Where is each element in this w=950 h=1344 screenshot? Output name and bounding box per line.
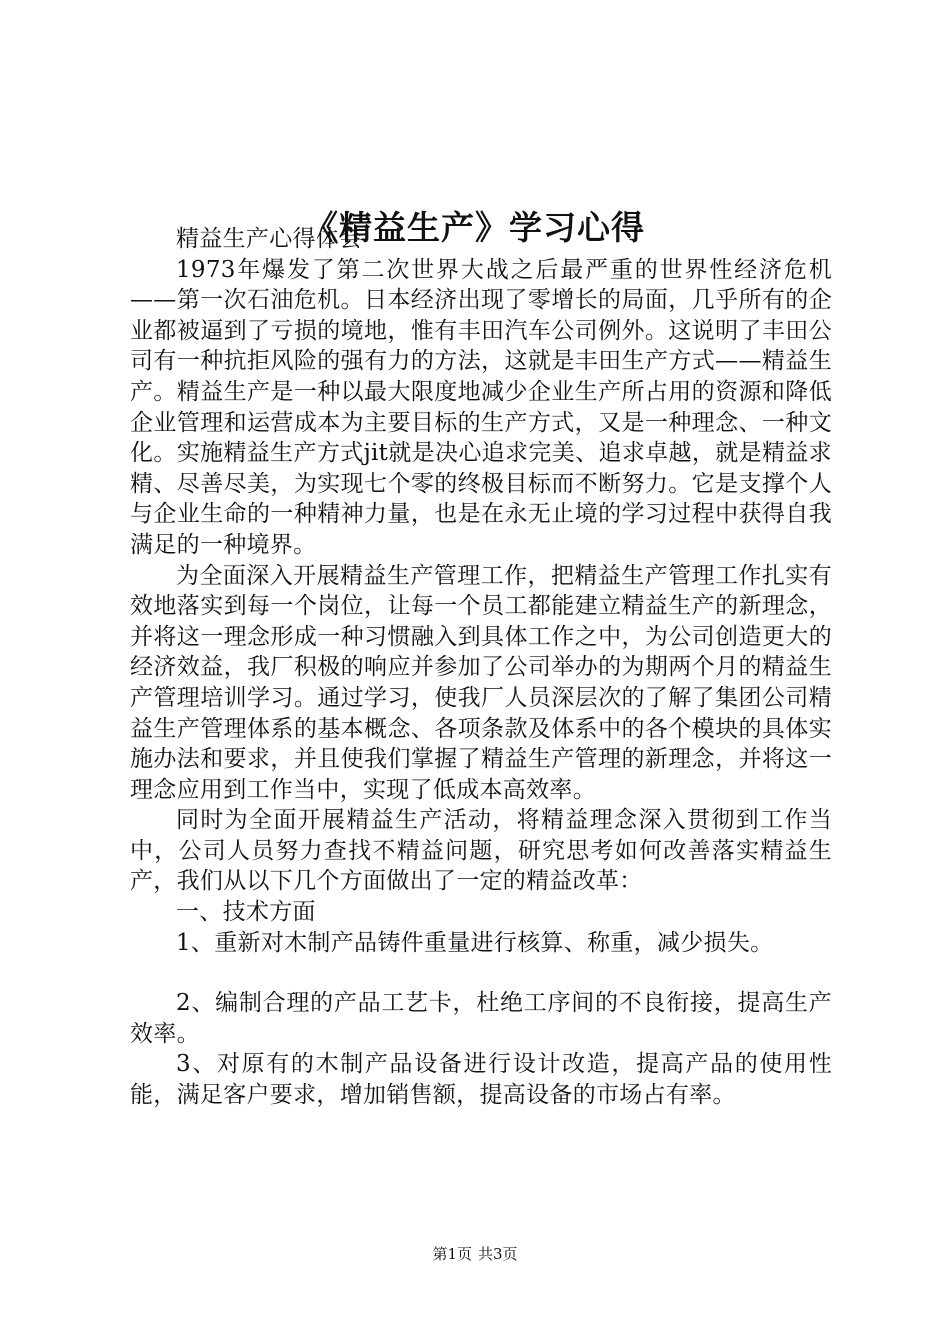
page-total: 共3页	[478, 1245, 518, 1263]
list-item: 1、重新对木制产品铸件重量进行核算、称重，减少损失。	[176, 929, 774, 956]
document-body	[130, 224, 832, 1111]
section-heading-technology: 一、技术方面	[176, 899, 316, 926]
list-item: 3、对原有的木制产品设备进行设计改造，提高产品的使用性能，满足客户要求，增加销售额，提高设备的市场占有率。	[130, 1051, 832, 1109]
paragraph-spacer	[130, 958, 832, 988]
subtitle-paragraph: 精益生产心得体会	[176, 226, 363, 252]
page-footer	[0, 1244, 950, 1264]
reform-intro-paragraph: 同时为全面开展精益生产活动，将精益理念深入贯彻到工作当中，公司人员努力查找不精益问题，研究思考如何改善落实精益生产，我们从以下几个方面做出了一定的精益改革：	[130, 807, 832, 895]
page-number: 第1页	[432, 1245, 472, 1263]
training-paragraph: 为全面深入开展精益生产管理工作，把精益生产管理工作扎实有效地落实到每一个岗位，让每一个员工都能建立精益生产的新理念，并将这一理念形成一种习惯融入到具体工作之中，为公司创造更大的经济效益，我厂积极的响应并参加了公司举办的为期两个月的精益生产管理培训学习。通过学习，使我厂人员深层次的了解了集团公司精益生产管理体系的基本概念、各项条款及体系中的各个模块的具体实施办法和要求，并且使我们掌握了精益生产管理的新理念，并将这一理念应用到工作当中，实现了低成本高效率。	[130, 562, 832, 803]
oil-crisis-paragraph: 1973年爆发了第二次世界大战之后最严重的世界性经济危机——第一次石油危机。日本经济出现了零增长的局面，几乎所有的企业都被逼到了亏损的境地，惟有丰田汽车公司例外。这说明了丰田公司有一种抗拒风险的强有力的方法，这就是丰田生产方式——精益生产。精益生产是一种以最大限度地减少企业生产所占用的资源和降低企业管理和运营成本为主要目标的生产方式，又是一种理念、一种文化。实施精益生产方式jit就是决心追求完美、追求卓越，就是精益求精、尽善尽美，为实现七个零的终极目标而不断努力。它是支撑个人与企业生命的一种精神力量，也是在永无止境的学习过程中获得自我满足的一种境界。	[130, 256, 832, 558]
list-item: 2、编制合理的产品工艺卡，杜绝工序间的不良衔接，提高生产效率。	[130, 990, 832, 1047]
document-title: 《精益生产》学习心得	[305, 208, 645, 248]
